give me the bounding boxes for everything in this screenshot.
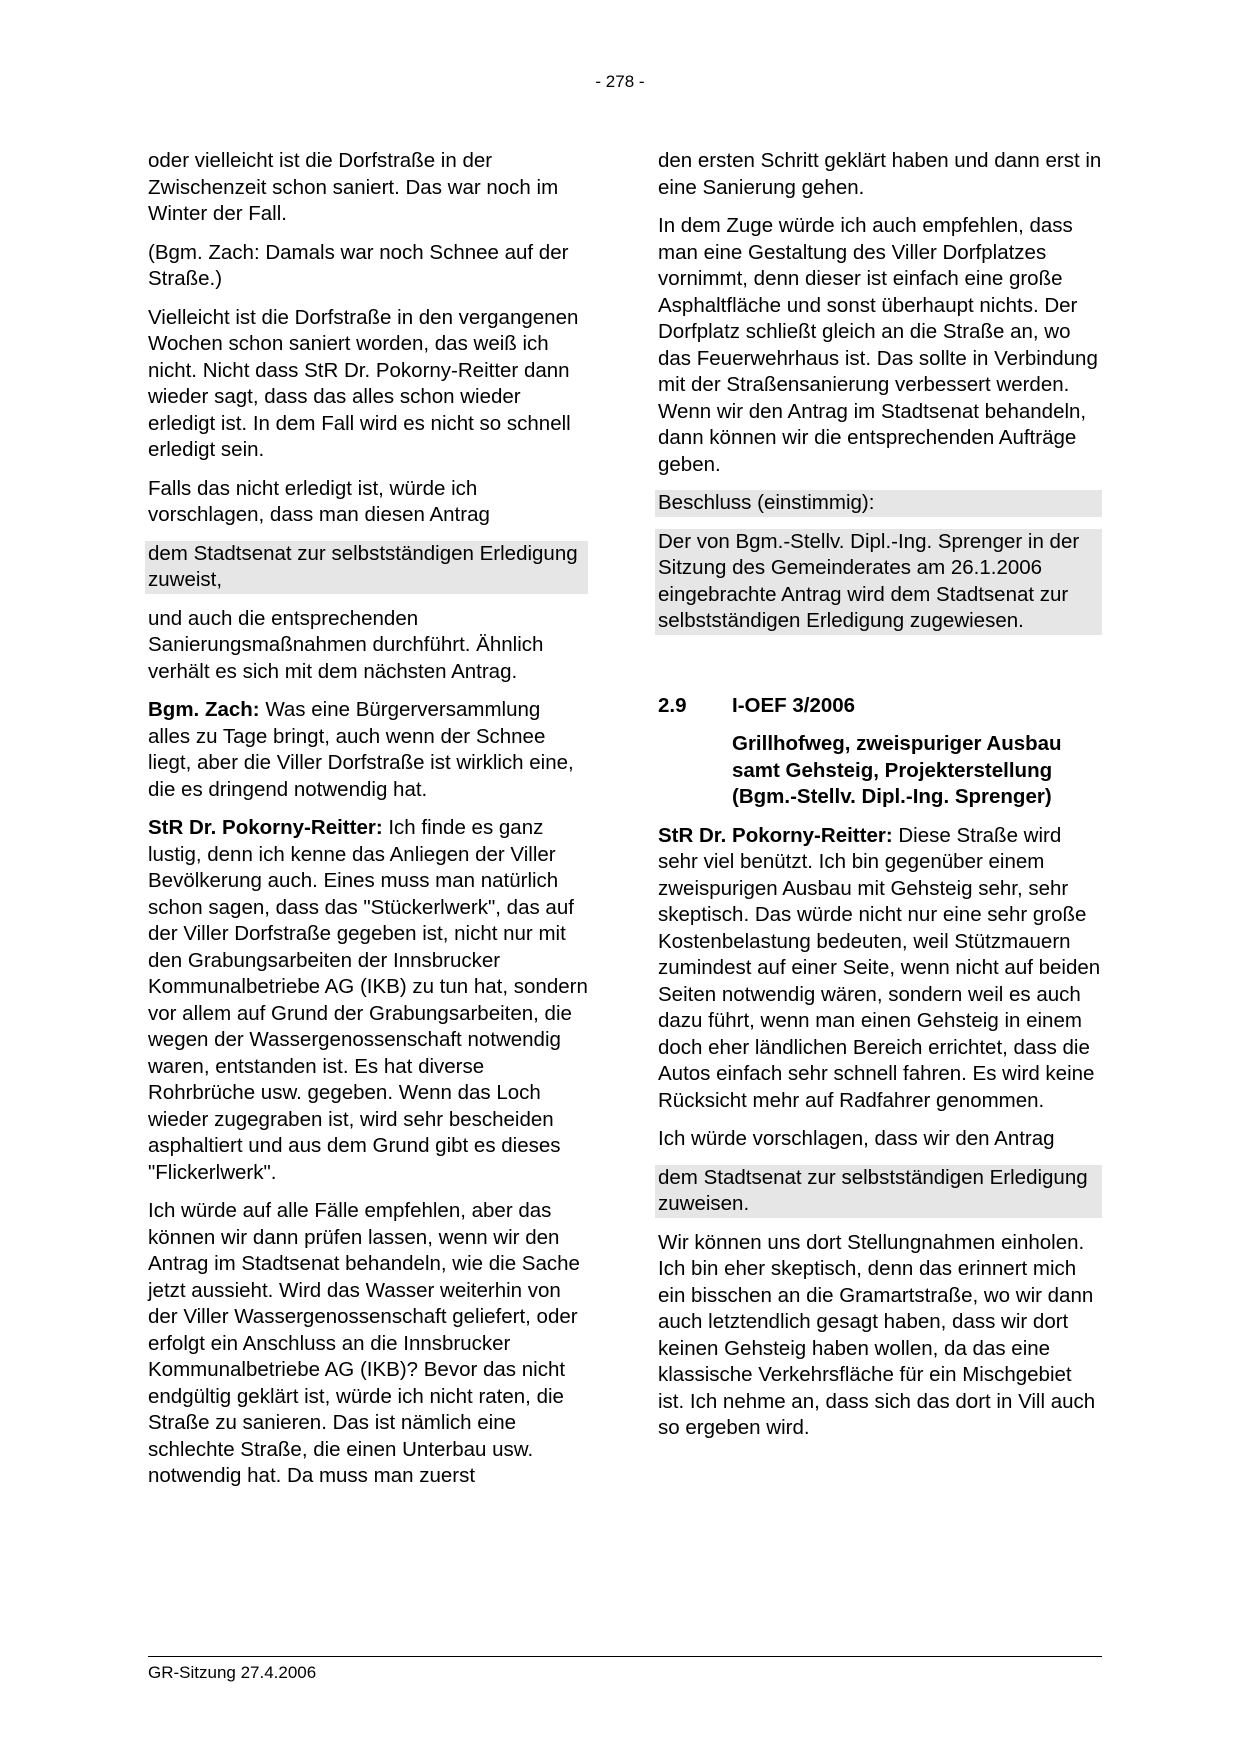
- speech-paragraph: [658, 823, 1102, 1115]
- paragraph-interjection: (Bgm. Zach: Damals war noch Schnee auf der Straße.): [148, 240, 569, 290]
- highlighted-motion: dem Stadtsenat zur selbstständigen Erledigung zuweist,: [145, 541, 588, 594]
- speech-paragraph: [148, 697, 588, 803]
- paragraph: Ich würde vorschlagen, dass wir den Antrag: [658, 1127, 1055, 1150]
- section-heading: [658, 693, 1102, 720]
- speech-text: Ich finde es ganz lustig, denn ich kenne das Anliegen der Viller Bevölkerung auch. Eines muss man natürlich schon sagen, dass das "Stückerlwerk", das auf der Viller Dorfstraße gegeben ist, nicht nur mit den Grabungsarbeiten der Innsbrucker Kommunalbetriebe AG (IKB) zu tun hat, sondern vor allem auf Grund der Grabungsarbeiten, die wegen der Wassergenossenschaft notwendig waren, entstanden ist. Es hat diverse Rohrbrüche usw. gegeben. Wenn das Loch wieder zugegraben ist, wird sehr bescheiden asphaltiert und aus dem Grund gibt es dieses "Flickerlwerk".: [148, 816, 588, 1184]
- section-number: 2.9: [658, 693, 687, 717]
- speech-text: Diese Straße wird sehr viel benützt. Ich bin gegenüber einem zweispurigen Ausbau mit Gehsteig sehr, sehr skeptisch. Das würde nicht nur eine sehr große Kostenbelastung bedeuten, weil Stützmauern zumindest auf einer Seite, wenn nicht auf beiden Seiten notwendig wären, sondern weil es auch dazu führt, wenn man einen Gehsteig in einem doch eher ländlichen Bereich errichtet, dass die Autos einfach sehr schnell fahren. Es wird keine Rücksicht mehr auf Radfahrer genommen.: [658, 823, 1101, 1112]
- section-title: Grillhofweg, zweispuriger Ausbau samt Gehsteig, Projekterstellung (Bgm.-Stellv. Dipl.-Ing. Sprenger): [732, 732, 1062, 808]
- right-column: [658, 148, 1102, 1454]
- footer-session-date: GR-Sitzung 27.4.2006: [148, 1663, 317, 1682]
- speaker-name: StR Dr. Pokorny-Reitter:: [148, 816, 383, 839]
- section-code: I-OEF 3/2006: [732, 693, 856, 717]
- paragraph: Wir können uns dort Stellungnahmen einholen. Ich bin eher skeptisch, denn das erinnert mich ein bisschen an die Gramartstraße, wo wir dann auch letztendlich gesagt haben, dass wir dort keinen Gehsteig haben wollen, da das eine klassische Verkehrsfläche für ein Mischgebiet ist. Ich nehme an, dass sich das dort in Vill auch so ergeben wird.: [658, 1230, 1096, 1439]
- paragraph: und auch die entsprechenden Sanierungsmaßnahmen durchführt. Ähnlich verhält es sich mit dem nächsten Antrag.: [148, 606, 544, 683]
- paragraph: oder vielleicht ist die Dorfstraße in der Zwischenzeit schon saniert. Das war noch im Winter der Fall.: [148, 149, 559, 225]
- highlighted-motion: dem Stadtsenat zur selbstständigen Erledigung zuweisen.: [655, 1165, 1102, 1218]
- speaker-name: Bgm. Zach:: [148, 698, 260, 721]
- paragraph: Ich würde auf alle Fälle empfehlen, aber das können wir dann prüfen lassen, wenn wir den Antrag im Stadtsenat behandeln, wie die Sache jetzt aussieht. Wird das Wasser weiterhin von der Viller Wassergenossenschaft geliefert, oder erfolgt ein Anschluss an die Innsbrucker Kommunalbetriebe AG (IKB)? Bevor das nicht endgültig geklärt ist, würde ich nicht raten, die Straße zu sanieren. Das ist nämlich eine schlechte Straße, die einen Unterbau usw. notwendig hat. Da muss man zuerst: [148, 1199, 580, 1487]
- paragraph: Vielleicht ist die Dorfstraße in den vergangenen Wochen schon saniert worden, das weiß ich nicht. Nicht dass StR Dr. Pokorny-Reitter dann wieder sagt, dass das alles schon wieder erledigt ist. In dem Fall wird es nicht so schnell erledigt sein.: [148, 305, 579, 461]
- paragraph: In dem Zuge würde ich auch empfehlen, dass man eine Gestaltung des Viller Dorfplatzes vornimmt, denn dieser ist einfach eine große Asphaltfläche und sonst überhaupt nichts. Der Dorfplatz schließt gleich an die Straße an, wo das Feuerwehrhaus ist. Das sollte in Verbindung mit der Straßensanierung verbessert werden. Wenn wir den Antrag im Stadtsenat behandeln, dann können wir die entsprechenden Aufträge geben.: [658, 214, 1098, 476]
- footer-divider: [148, 1656, 1102, 1657]
- left-column: [148, 148, 588, 1502]
- speech-paragraph: [148, 815, 588, 1186]
- paragraph: den ersten Schritt geklärt haben und dann erst in eine Sanierung gehen.: [658, 149, 1102, 199]
- page-number: - 278 -: [595, 72, 645, 91]
- speaker-name: StR Dr. Pokorny-Reitter:: [658, 823, 893, 847]
- paragraph: Falls das nicht erledigt ist, würde ich vorschlagen, dass man diesen Antrag: [148, 476, 490, 526]
- resolution-text: Der von Bgm.-Stellv. Dipl.-Ing. Sprenger in der Sitzung des Gemeinderates am 26.1.2006 eingebrachte Antrag wird dem Stadtsenat zur selbstständigen Erledigung zugewiesen.: [655, 529, 1102, 635]
- resolution-heading: Beschluss (einstimmig):: [655, 490, 1102, 517]
- speech-text: Was eine Bürgerversammlung alles zu Tage bringt, auch wenn der Schnee liegt, aber die Viller Dorfstraße ist wirklich eine, die es dringend notwendig hat.: [148, 698, 574, 801]
